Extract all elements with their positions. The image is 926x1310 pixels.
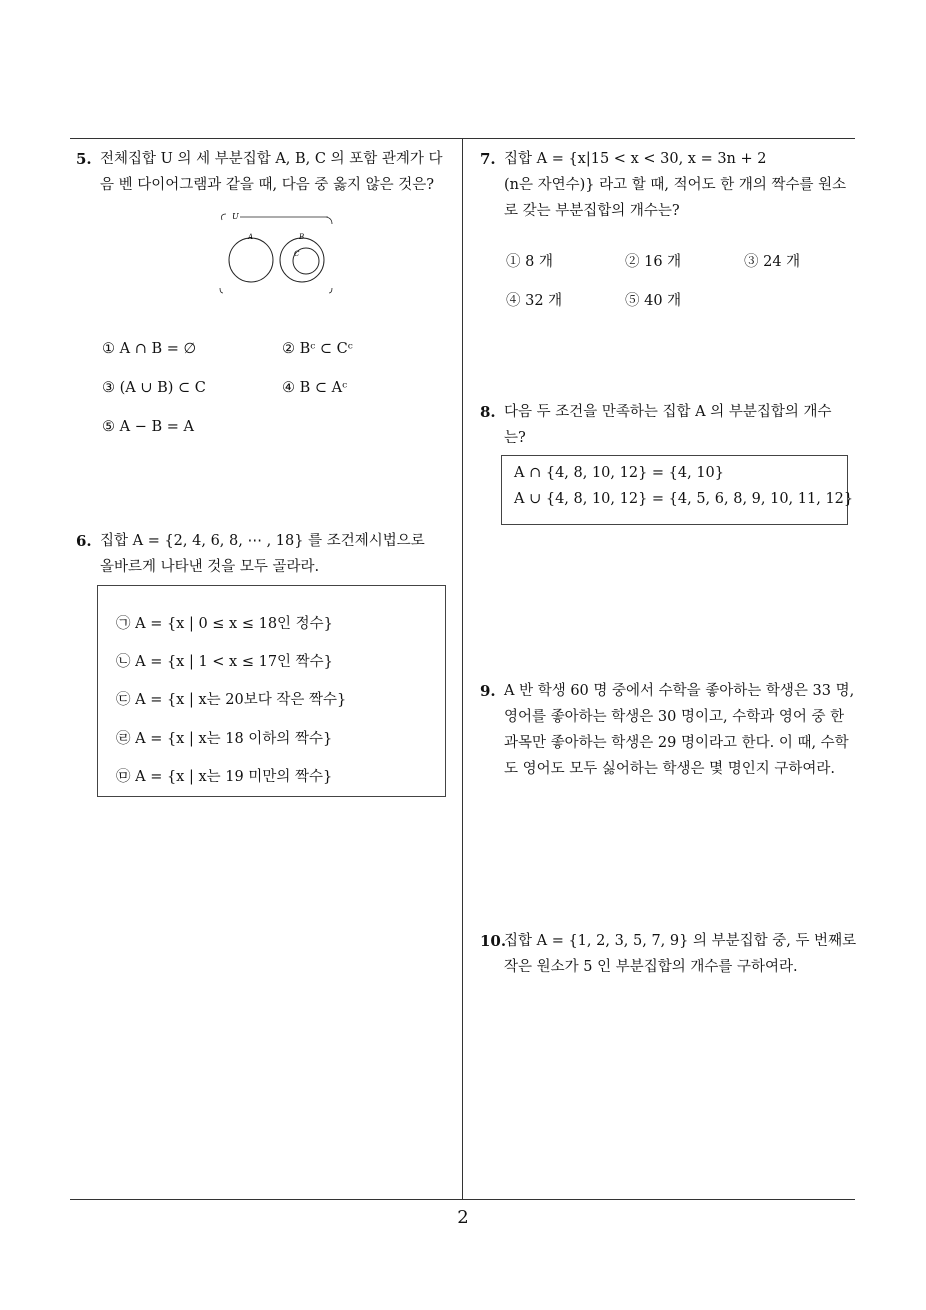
question-text-line: 영어를 좋아하는 학생은 30 명이고, 수학과 영어 중 한 — [504, 709, 845, 725]
question-9 — [480, 678, 860, 782]
q8-condition-1: A ∩ {4, 8, 10, 12} = {4, 10} — [514, 465, 725, 481]
question-number: 9. — [480, 682, 496, 700]
q7-choice-1[interactable]: ① 8 개 — [506, 254, 553, 270]
venn-circle-b — [280, 238, 324, 282]
q5-choice-4[interactable]: ④ B ⊂ Aᶜ — [282, 380, 348, 396]
q6-option-1: ㉠ A = {x | 0 ≤ x ≤ 18인 정수} — [116, 616, 333, 632]
q6-option-3: ㉢ A = {x | x는 20보다 작은 짝수} — [116, 692, 347, 708]
question-text-line: 도 영어도 모두 싫어하는 학생은 몇 명인지 구하여라. — [504, 761, 836, 777]
q6-option-4: ㉣ A = {x | x는 18 이하의 짝수} — [116, 731, 333, 747]
q6-option-2: ㉡ A = {x | 1 < x ≤ 17인 짝수} — [116, 654, 333, 670]
column-divider — [462, 138, 463, 1200]
venn-label-c: C — [294, 250, 300, 258]
question-5 — [76, 146, 456, 198]
venn-circle-a — [229, 238, 273, 282]
q5-choice-2[interactable]: ② Bᶜ ⊂ Cᶜ — [282, 341, 353, 357]
venn-diagram — [216, 208, 336, 298]
question-6 — [76, 528, 456, 580]
page-number: 2 — [457, 1207, 469, 1228]
question-text-line: 다음 두 조건을 만족하는 집합 A 의 부분집합의 개수 — [504, 404, 832, 420]
question-text-line: 올바르게 나타낸 것을 모두 골라라. — [100, 559, 320, 575]
venn-label-a: A — [248, 233, 254, 241]
q6-options-box — [97, 585, 446, 797]
question-text-line: 전체집합 U 의 세 부분집합 A, B, C 의 포함 관계가 다 — [100, 151, 443, 167]
question-number: 7. — [480, 150, 496, 168]
question-10 — [480, 928, 860, 980]
q8-conditions-box — [501, 455, 854, 525]
q7-choice-2[interactable]: ② 16 개 — [625, 254, 682, 270]
q6-option-5: ㉤ A = {x | x는 19 미만의 짝수} — [116, 769, 333, 785]
question-text-line — [100, 172, 456, 198]
question-8 — [480, 399, 860, 451]
question-number: 6. — [76, 532, 92, 550]
q5-choice-1[interactable]: ① A ∩ B = ∅ — [102, 341, 197, 357]
question-text-line: 집합 A = {2, 4, 6, 8, ⋯ , 18} 를 조건제시법으로 — [100, 533, 425, 549]
q5-choice-5[interactable]: ⑤ A − B = A — [102, 419, 194, 435]
question-text-line: 작은 원소가 5 인 부분집합의 개수를 구하여라. — [504, 959, 798, 975]
question-number: 5. — [76, 150, 92, 168]
question-number: 10. — [480, 932, 507, 950]
question-text-line-a: 음 벤 다이어그램과 같을 때, 다음 중 옳지 않은 것은? — [100, 177, 435, 193]
q7-choice-4[interactable]: ④ 32 개 — [506, 293, 563, 309]
bottom-rule — [70, 1199, 855, 1200]
question-number: 8. — [480, 403, 496, 421]
question-text-line: (n은 자연수)} 라고 할 때, 적어도 한 개의 짝수를 원소 — [504, 177, 847, 193]
question-text-line: 로 갖는 부분집합의 개수는? — [504, 203, 680, 219]
question-text-line: 는? — [504, 430, 526, 446]
question-text-line: A 반 학생 60 명 중에서 수학을 좋아하는 학생은 33 명, — [504, 683, 855, 699]
venn-label-u: U — [232, 212, 239, 221]
q7-choice-5[interactable]: ⑤ 40 개 — [625, 293, 682, 309]
question-text-line: 과목만 좋아하는 학생은 29 명이라고 한다. 이 때, 수학 — [504, 735, 849, 751]
question-7 — [480, 146, 860, 224]
q5-choice-3[interactable]: ③ (A ∪ B) ⊂ C — [102, 380, 206, 396]
question-text-line: 집합 A = {x|15 < x < 30, x = 3n + 2 — [504, 151, 767, 167]
q7-choice-3[interactable]: ③ 24 개 — [744, 254, 801, 270]
question-text-line: 집합 A = {1, 2, 3, 5, 7, 9} 의 부분집합 중, 두 번째로 — [504, 933, 857, 949]
venn-label-b: B — [299, 233, 305, 241]
q8-condition-2: A ∪ {4, 8, 10, 12} = {4, 5, 6, 8, 9, 10, 11, 12} — [514, 491, 854, 507]
